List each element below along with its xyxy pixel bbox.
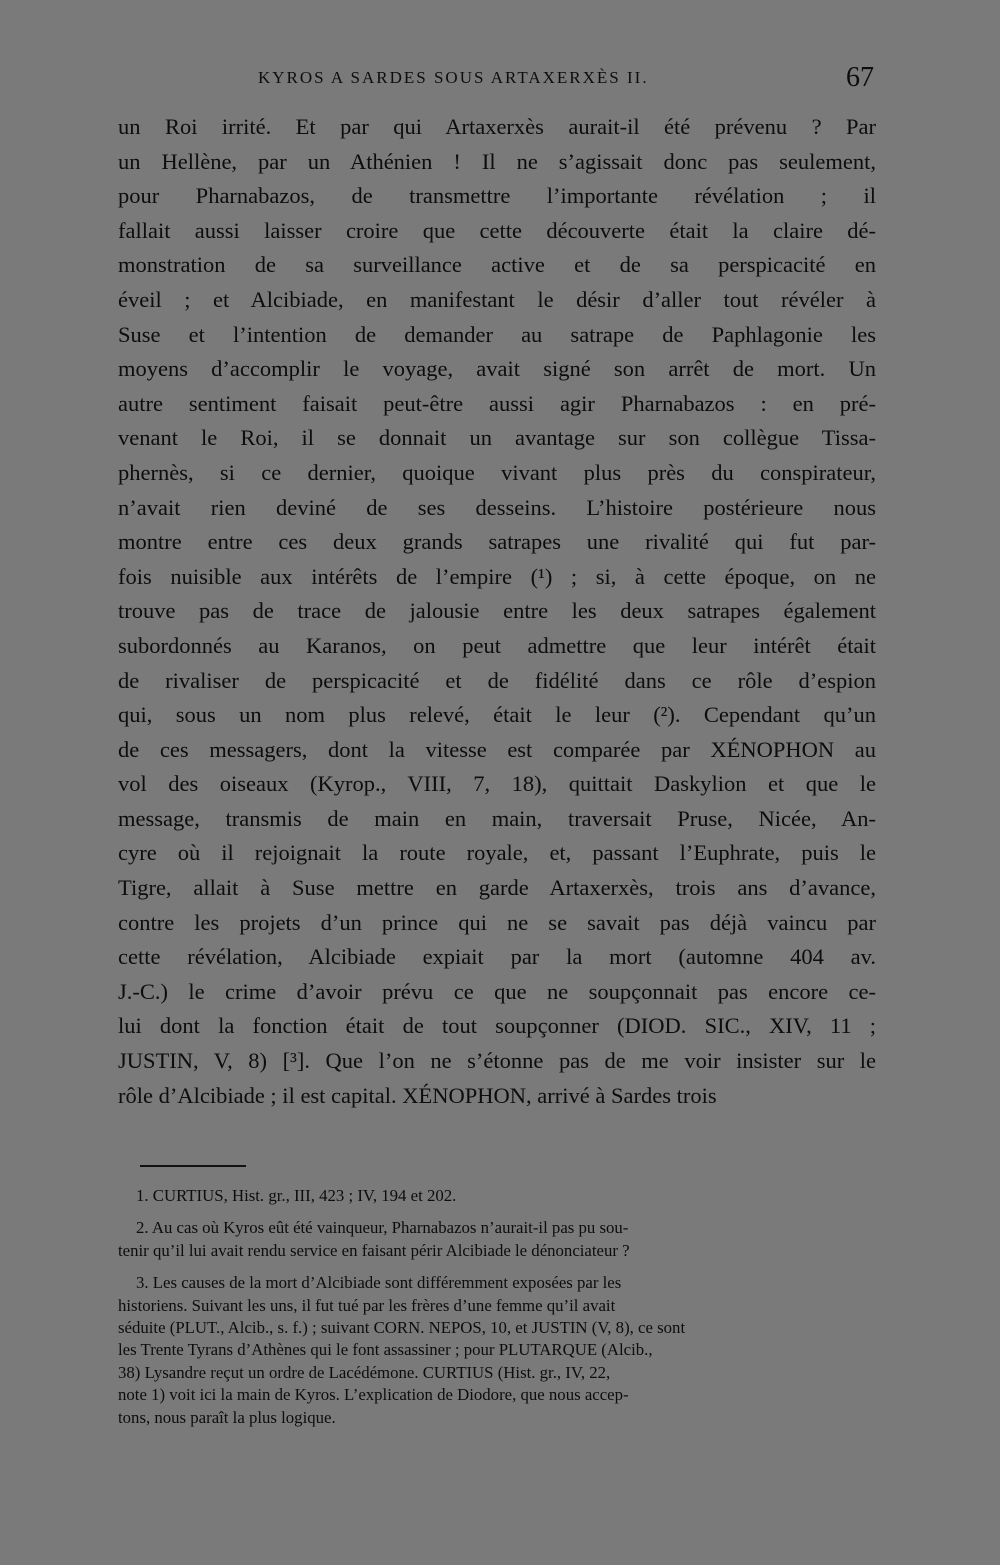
footnote-line: les Trente Tyrans d’Athènes qui le font assassiner ; pour PLUTARQUE (Alcib., bbox=[118, 1340, 653, 1360]
footnote-line: 1. CURTIUS, Hist. gr., III, 423 ; IV, 194 et 202. bbox=[136, 1186, 457, 1205]
footnote-line: 38) Lysandre reçut un ordre de Lacédémone. CURTIUS (Hist. gr., IV, 22, bbox=[118, 1362, 611, 1382]
footnote-3 bbox=[118, 1272, 876, 1429]
text-line: montre entre ces deux grands satrapes une rivalité qui fut par- bbox=[118, 529, 876, 555]
text-line: un Hellène, par un Athénien ! Il ne s’agissait donc pas seulement, bbox=[118, 148, 876, 174]
text-line: de rivaliser de perspicacité et de fidélité dans ce rôle d’espion bbox=[118, 667, 876, 693]
text-line: fois nuisible aux intérêts de l’empire (¹) ; si, à cette époque, on ne bbox=[118, 563, 876, 589]
footnote-line: tons, nous paraît la plus logique. bbox=[118, 1407, 336, 1427]
text-line: pour Pharnabazos, de transmettre l’importante révélation ; il bbox=[118, 183, 876, 209]
text-line: qui, sous un nom plus relevé, était le leur (²). Cependant qu’un bbox=[118, 702, 876, 728]
text-line: monstration de sa surveillance active et de sa perspicacité en bbox=[118, 252, 876, 278]
text-line: autre sentiment faisait peut-être aussi agir Pharnabazos : en pré- bbox=[118, 390, 876, 416]
text-line: fallait aussi laisser croire que cette découverte était la claire dé- bbox=[118, 217, 876, 243]
footnote-line: séduite (PLUT., Alcib., s. f.) ; suivant CORN. NEPOS, 10, et JUSTIN (V, 8), ce sont bbox=[118, 1317, 686, 1337]
page-number: 67 bbox=[846, 62, 874, 93]
body-text bbox=[118, 110, 876, 1113]
footnote-line: note 1) voit ici la main de Kyros. L’explication de Diodore, que nous accep- bbox=[118, 1385, 629, 1405]
text-line: Tigre, allait à Suse mettre en garde Artaxerxès, trois ans d’avance, bbox=[118, 875, 876, 901]
running-head bbox=[118, 62, 874, 96]
text-line: moyens d’accomplir le voyage, avait signé son arrêt de mort. Un bbox=[118, 356, 876, 382]
text-line: message, transmis de main en main, traversait Pruse, Nicée, An- bbox=[118, 805, 876, 831]
text-line: venant le Roi, il se donnait un avantage sur son collègue Tissa- bbox=[118, 425, 876, 451]
text-line: un Roi irrité. Et par qui Artaxerxès aurait-il été prévenu ? Par bbox=[118, 114, 876, 139]
text-line: lui dont la fonction était de tout soupçonner (DIOD. SIC., XIV, 11 ; bbox=[118, 1013, 876, 1039]
text-line: cyre où il rejoignait la route royale, et, passant l’Euphrate, puis le bbox=[118, 840, 876, 866]
text-line: vol des oiseaux (Kyrop., VIII, 7, 18), quittait Daskylion et que le bbox=[118, 771, 876, 797]
footnote-separator bbox=[140, 1165, 246, 1167]
text-line: contre les projets d’un prince qui ne se savait pas déjà vaincu par bbox=[118, 909, 876, 935]
footnotes bbox=[118, 1185, 876, 1439]
running-title: KYROS A SARDES SOUS ARTAXERXÈS II. bbox=[258, 68, 649, 87]
footnote-line: 2. Au cas où Kyros eût été vainqueur, Pharnabazos n’aurait-il pas pu sou- bbox=[136, 1218, 629, 1238]
text-line: J.-C.) le crime d’avoir prévu ce que ne soupçonnait pas encore ce- bbox=[118, 978, 876, 1004]
footnote-line: tenir qu’il lui avait rendu service en faisant périr Alcibiade le dénonciateur ? bbox=[118, 1240, 630, 1260]
footnote-line: 3. Les causes de la mort d’Alcibiade sont différemment exposées par les bbox=[136, 1273, 622, 1293]
footnote-line: historiens. Suivant les uns, il fut tué par les frères d’une femme qu’il avait bbox=[118, 1295, 616, 1315]
text-line: cette révélation, Alcibiade expiait par la mort (automne 404 av. bbox=[118, 944, 876, 970]
text-line: de ces messagers, dont la vitesse est comparée par XÉNOPHON au bbox=[118, 736, 876, 762]
text-line: éveil ; et Alcibiade, en manifestant le désir d’aller tout révéler à bbox=[118, 286, 876, 312]
text-line: subordonnés au Karanos, on peut admettre que leur intérêt était bbox=[118, 632, 876, 658]
text-line: Suse et l’intention de demander au satrape de Paphlagonie les bbox=[118, 321, 876, 347]
footnote-1 bbox=[118, 1185, 876, 1207]
text-line: JUSTIN, V, 8) [³]. Que l’on ne s’étonne pas de me voir insister sur le bbox=[118, 1048, 876, 1074]
text-line: rôle d’Alcibiade ; il est capital. XÉNOPHON, arrivé à Sardes trois bbox=[118, 1082, 717, 1108]
footnote-2 bbox=[118, 1217, 876, 1262]
text-line: n’avait rien deviné de ses desseins. L’histoire postérieure nous bbox=[118, 494, 876, 520]
text-line: phernès, si ce dernier, quoique vivant plus près du conspirateur, bbox=[118, 459, 876, 485]
text-line: trouve pas de trace de jalousie entre les deux satrapes également bbox=[118, 598, 876, 624]
